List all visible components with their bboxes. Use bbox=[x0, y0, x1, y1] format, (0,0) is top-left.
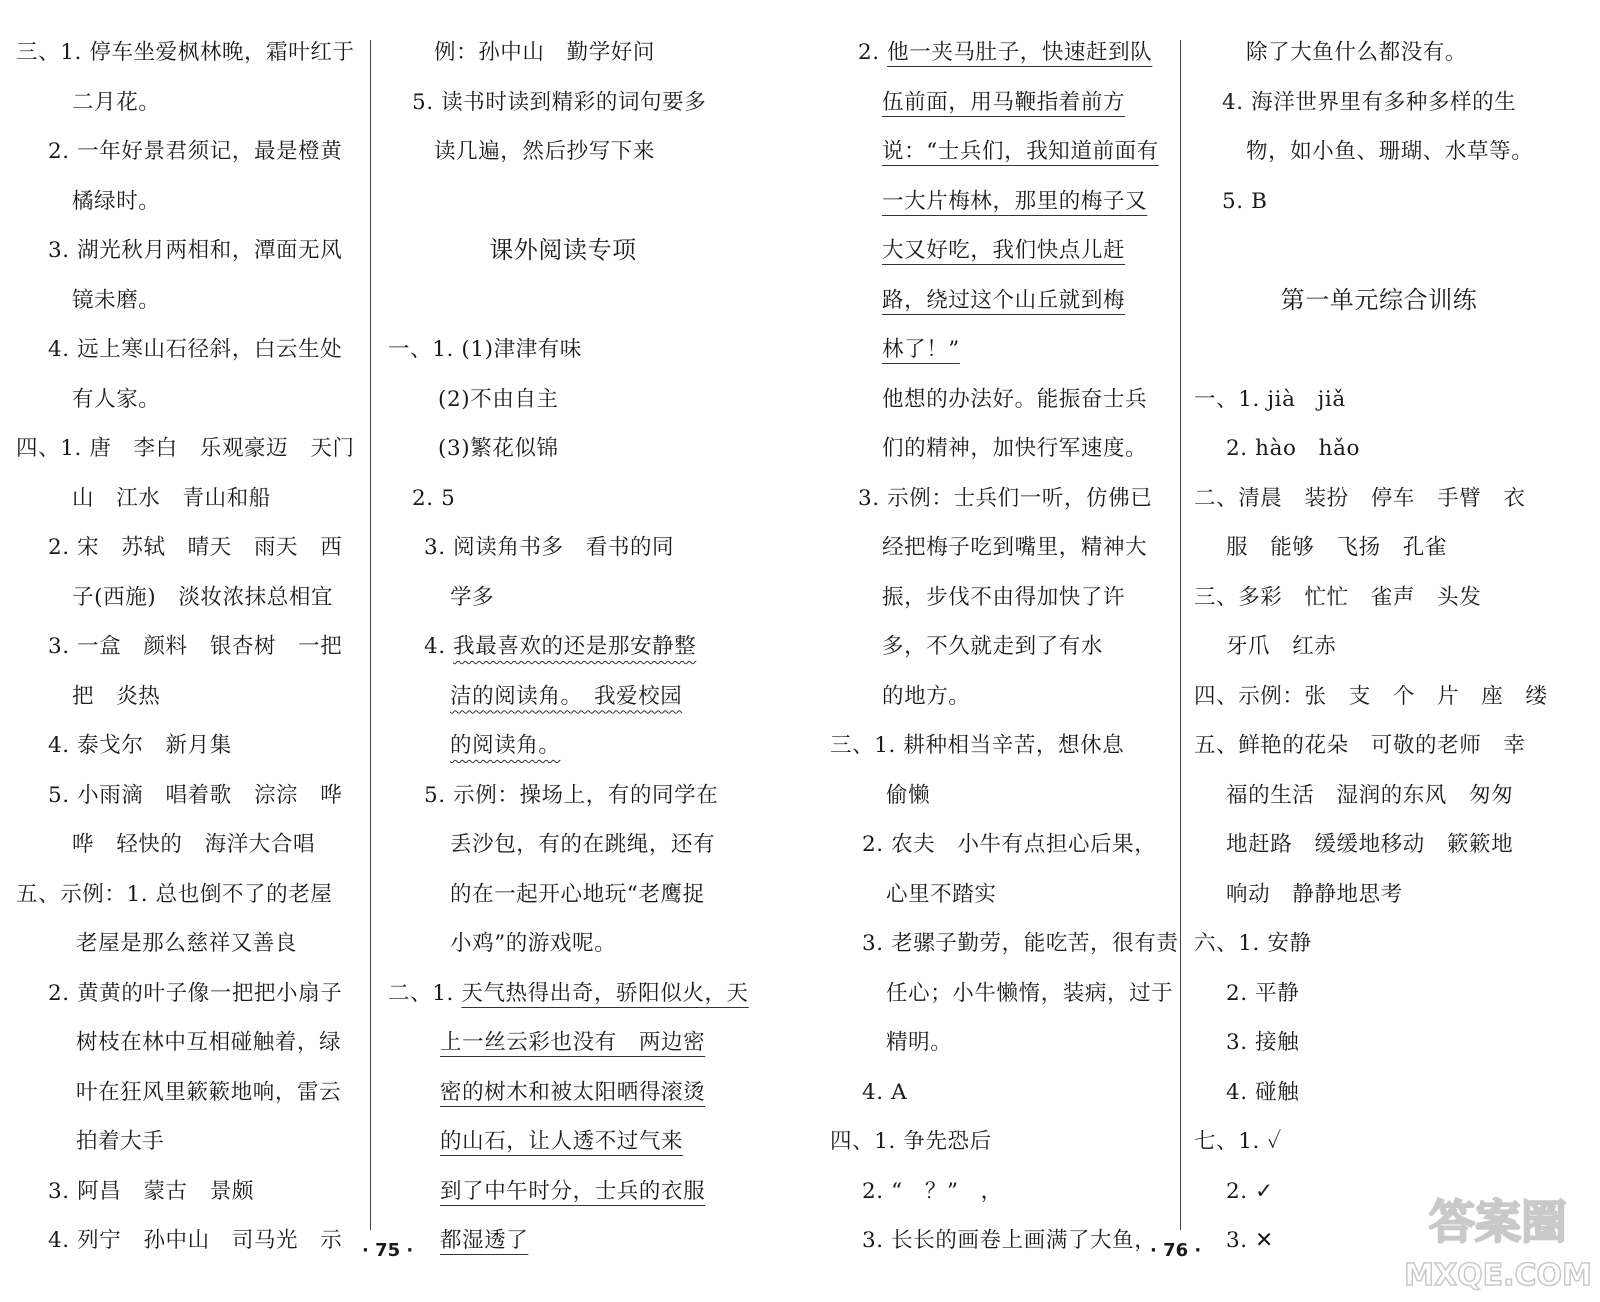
answer-line: 的阅读角。 bbox=[450, 733, 561, 758]
watermark-url: MXQE.COM bbox=[1404, 1258, 1592, 1293]
answer-line: 2. 5 bbox=[412, 485, 456, 511]
answer-line: 上一丝云彩也没有 两边密 bbox=[440, 1030, 706, 1055]
answer-line bbox=[388, 177, 738, 227]
answer-line bbox=[388, 276, 738, 326]
answer-line: 一、1. jià jiǎ bbox=[1194, 386, 1346, 412]
answer-line: 学多 bbox=[450, 584, 495, 610]
answer-line: 振，步伐不由得加快了许 bbox=[882, 584, 1126, 610]
answer-line: 3. 接触 bbox=[1226, 1030, 1300, 1055]
answer-line: (2)不由自主 bbox=[438, 386, 559, 412]
answer-line: 5. 读书时读到精彩的词句要多 bbox=[412, 89, 707, 115]
answer-line: 响动 静静地思考 bbox=[1226, 881, 1403, 907]
watermark-title: 答案圈 bbox=[1429, 1195, 1567, 1249]
answer-line: 4. 远上寒山石径斜，白云生处 bbox=[48, 337, 343, 362]
answer-line bbox=[1194, 226, 1564, 276]
answer-line: 偷懒 bbox=[886, 782, 931, 808]
answer-line: 4. 我最喜欢的还是那安静整 bbox=[424, 634, 697, 659]
answer-line: 例：孙中山 勤学好问 bbox=[434, 40, 656, 65]
answer-line: 山 江水 青山和船 bbox=[72, 485, 271, 511]
answer-line: 都湿透了 bbox=[440, 1228, 529, 1253]
answer-line: 4. 海洋世界里有多种多样的生 bbox=[1222, 89, 1517, 115]
answer-line: 2. 他一夹马肚子，快速赶到队 bbox=[858, 40, 1153, 65]
answer-line: 2. hào hǎo bbox=[1226, 436, 1361, 461]
answer-column-3 bbox=[830, 28, 1180, 1266]
answer-line: 2. 一年好景君须记，最是橙黄 bbox=[48, 139, 343, 164]
answer-line: 读几遍，然后抄写下来 bbox=[434, 139, 656, 164]
answer-line: 树枝在林中互相碰触着，绿 bbox=[76, 1030, 342, 1055]
answer-line: 洁的阅读角。 我爱校园 bbox=[450, 683, 683, 709]
answer-line: 2. ✓ bbox=[1226, 1178, 1274, 1204]
answer-line: 3. 一盒 颜料 银杏树 一把 bbox=[48, 634, 343, 659]
answer-line: 牙爪 红赤 bbox=[1226, 634, 1337, 659]
answer-line: 路，绕过这个山丘就到梅 bbox=[882, 287, 1126, 313]
page-number-left: · 75 · bbox=[362, 1240, 414, 1261]
answer-line: 心里不踏实 bbox=[886, 881, 997, 907]
answer-line: 四、1. 争先恐后 bbox=[830, 1129, 992, 1154]
answer-line: 五、鲜艳的花朵 可敬的老师 幸 bbox=[1194, 733, 1526, 758]
answer-line: 2. 农夫 小牛有点担心后果， bbox=[862, 832, 1157, 857]
answer-line: 经把梅子吃到嘴里，精神大 bbox=[882, 535, 1148, 560]
answer-line: 3. 湖光秋月两相和，潭面无风 bbox=[48, 238, 343, 263]
answer-column-4 bbox=[1194, 28, 1564, 1266]
answer-line: 多，不久就走到了有水 bbox=[882, 634, 1104, 659]
section-heading: 第一单元综合训练 bbox=[1280, 285, 1478, 314]
answer-line: 2. 平静 bbox=[1226, 980, 1300, 1006]
answer-line: 5. B bbox=[1222, 188, 1268, 214]
answer-line: 一大片梅林，那里的梅子又 bbox=[882, 188, 1148, 214]
answer-line: 说：“士兵们，我知道前面有 bbox=[882, 139, 1159, 164]
answer-line: 三、多彩 忙忙 雀声 头发 bbox=[1194, 584, 1482, 610]
answer-line: 4. A bbox=[862, 1079, 908, 1105]
answer-line: 到了中午时分，士兵的衣服 bbox=[440, 1178, 706, 1204]
answer-line: 四、1. 唐 李白 乐观豪迈 天门 bbox=[16, 436, 355, 461]
answer-line: 丢沙包，有的在跳绳，还有 bbox=[450, 832, 716, 857]
answer-line: 老屋是那么慈祥又善良 bbox=[76, 931, 298, 956]
answer-line: 哗 轻快的 海洋大合唱 bbox=[72, 832, 316, 857]
answer-line: 三、1. 停车坐爱枫林晚，霜叶红于 bbox=[16, 40, 355, 65]
answer-line bbox=[1194, 325, 1564, 375]
answer-line: 的在一起开心地玩“老鹰捉 bbox=[450, 881, 705, 907]
answer-line: 二月花。 bbox=[72, 89, 161, 115]
answer-line: 5. 小雨滴 唱着歌 淙淙 哗 bbox=[48, 782, 343, 808]
answer-line: 镜未磨。 bbox=[72, 287, 161, 313]
answer-line: 3. 长长的画卷上画满了大鱼， bbox=[862, 1228, 1157, 1253]
answer-line: 橘绿时。 bbox=[72, 188, 161, 214]
answer-line: 3. 示例：士兵们一听，仿佛已 bbox=[858, 485, 1153, 511]
answer-line: 3. ✕ bbox=[1226, 1228, 1274, 1253]
answer-line: 子(西施) 淡妆浓抹总相宜 bbox=[72, 584, 334, 610]
answer-line: 的地方。 bbox=[882, 683, 971, 709]
answer-line: 四、示例：张 支 个 片 座 缕 bbox=[1194, 683, 1548, 709]
answer-line: 4. 碰触 bbox=[1226, 1079, 1300, 1105]
answer-line: 3. 阿昌 蒙古 景颇 bbox=[48, 1178, 254, 1204]
answer-line: 拍着大手 bbox=[76, 1129, 165, 1154]
answer-line: 有人家。 bbox=[72, 386, 161, 412]
answer-line: 物，如小鱼、珊瑚、水草等。 bbox=[1246, 139, 1534, 164]
answer-line: 2. “ ？” ， bbox=[862, 1178, 1003, 1204]
answer-line: 小鸡”的游戏呢。 bbox=[450, 931, 617, 956]
answer-line: 除了大鱼什么都没有。 bbox=[1246, 40, 1468, 65]
answer-line: 二、1. 天气热得出奇，骄阳似火，天 bbox=[388, 980, 749, 1006]
answer-line: 服 能够 飞扬 孔雀 bbox=[1226, 535, 1448, 560]
answer-line: 三、1. 耕种相当辛苦，想休息 bbox=[830, 733, 1125, 758]
answer-line: 的山石，让人透不过气来 bbox=[440, 1129, 684, 1154]
answer-line: 任心；小牛懒惰，装病，过于 bbox=[886, 980, 1174, 1006]
answer-line: 2. 宋 苏轼 晴天 雨天 西 bbox=[48, 535, 343, 560]
answer-line: 2. 黄黄的叶子像一把把小扇子 bbox=[48, 980, 343, 1006]
answer-line: 5. 示例：操场上，有的同学在 bbox=[424, 782, 719, 808]
answer-column-1 bbox=[16, 28, 366, 1266]
column-divider-left bbox=[370, 40, 371, 1230]
answer-line: 一、1. (1)津津有味 bbox=[388, 337, 583, 362]
answer-line: 密的树木和被太阳晒得滚烫 bbox=[440, 1079, 706, 1105]
answer-line: 3. 阅读角书多 看书的同 bbox=[424, 535, 675, 560]
answer-line: 4. 列宁 孙中山 司马光 示 bbox=[48, 1228, 343, 1253]
answer-line: 精明。 bbox=[886, 1030, 953, 1055]
answer-line: 3. 老骡子勤劳，能吃苦，很有责 bbox=[862, 931, 1179, 956]
answer-line: 们的精神，加快行军速度。 bbox=[882, 436, 1148, 461]
answer-line: 七、1. ✓ bbox=[1194, 1129, 1282, 1154]
section-heading: 课外阅读专项 bbox=[489, 236, 637, 264]
answer-line: 大又好吃，我们快点儿赶 bbox=[882, 238, 1126, 263]
page-number-right: · 76 · bbox=[1150, 1240, 1202, 1261]
answer-line: 五、示例：1. 总也倒不了的老屋 bbox=[16, 881, 333, 907]
answer-line: 4. 泰戈尔 新月集 bbox=[48, 733, 232, 758]
answer-line: 地赶路 缓缓地移动 簌簌地 bbox=[1226, 832, 1514, 857]
answer-line: 林了！” bbox=[882, 337, 960, 362]
answer-line: 他想的办法好。能振奋士兵 bbox=[882, 386, 1148, 412]
answer-line: 叶在狂风里簌簌地响，雷云 bbox=[76, 1079, 342, 1105]
answer-line: 伍前面，用马鞭指着前方 bbox=[882, 89, 1126, 115]
answer-line: 二、清晨 装扮 停车 手臂 衣 bbox=[1194, 485, 1526, 511]
answer-line: 六、1. 安静 bbox=[1194, 931, 1312, 956]
answer-line: 把 炎热 bbox=[72, 683, 161, 709]
column-divider-right bbox=[1180, 40, 1181, 1230]
answer-column-2 bbox=[388, 28, 749, 1266]
answer-line: 福的生活 湿润的东风 匆匆 bbox=[1226, 782, 1514, 808]
answer-line: (3)繁花似锦 bbox=[438, 436, 559, 461]
